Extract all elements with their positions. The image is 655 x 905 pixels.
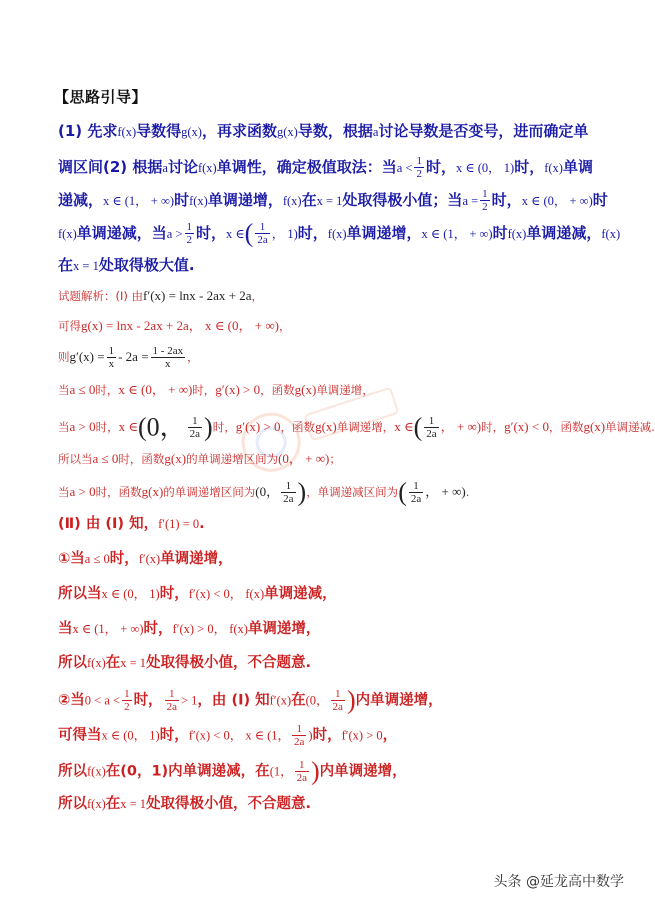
fraction [185, 221, 195, 246]
math: a < [396, 161, 413, 175]
numerator: 1 [295, 759, 309, 772]
text: 时， [196, 224, 227, 242]
numerator: 1 [188, 415, 202, 428]
solution-line-6 [58, 449, 341, 469]
text: 单调递增， [316, 383, 374, 397]
text: 则 [58, 350, 70, 364]
part2-line-8 [58, 756, 407, 786]
analysis-line-5 [58, 255, 195, 276]
author-footer: 头条 @延龙高中数学 [493, 874, 624, 890]
math: g(x) [141, 484, 164, 499]
math: f′(x) = lnx - 2ax + 2a [143, 288, 252, 303]
math: f(x) [87, 656, 106, 670]
analysis-line-2 [58, 155, 593, 180]
text: 讨论 [167, 158, 198, 176]
text: . [199, 516, 205, 532]
math: ) [308, 728, 313, 743]
numerator: 1 [409, 480, 423, 493]
fraction [331, 688, 345, 713]
text: 单调递增， [207, 191, 283, 209]
denominator: 2a [166, 701, 177, 713]
denominator: 2a [189, 428, 201, 440]
text: ，函数 [260, 383, 295, 397]
math: x ∈ (1， + ∞) [72, 622, 144, 636]
denominator: 2a [257, 234, 268, 246]
math: x ∈ (1， + ∞) [421, 227, 493, 241]
denominator: 2a [283, 493, 294, 505]
denominator: 2 [416, 168, 422, 180]
text: 递减， [58, 191, 104, 209]
math: x ∈ (0， + ∞) [118, 382, 193, 397]
math: g(x) [181, 125, 202, 139]
fraction [281, 480, 295, 505]
text: 在 [301, 191, 317, 209]
text: 导数得 [136, 122, 182, 140]
fraction [295, 759, 309, 784]
numerator: 1 [281, 480, 295, 493]
numerator: 1 [292, 723, 306, 736]
math: > 1 [180, 693, 198, 708]
fraction [165, 688, 179, 713]
numerator: 1 [416, 155, 422, 167]
text: 处取得极小值，不合题意. [146, 796, 312, 812]
math: a > 0 [69, 484, 96, 499]
text: 时， [159, 727, 189, 744]
text: 在 [291, 692, 306, 709]
math: x ∈ [118, 419, 138, 434]
text: ， [251, 289, 264, 303]
left-paren: ( [413, 412, 423, 442]
math: f(x) [544, 161, 563, 175]
text: 在 [58, 256, 74, 274]
text: ； [329, 452, 341, 466]
text: 的单调递增区间为 [163, 485, 256, 499]
math: g(x) [164, 451, 187, 466]
text: ，函数 [548, 420, 584, 434]
left-paren: (0， [137, 412, 186, 442]
text: 时， [491, 191, 522, 209]
text: 在 [105, 655, 121, 671]
text: . [465, 485, 470, 499]
math: f(x) [87, 797, 106, 811]
text: 可得 [58, 319, 81, 333]
text: 时 [592, 191, 608, 209]
numerator: 1 [255, 221, 269, 234]
text: 时， [514, 158, 545, 176]
text: 可得当 [58, 727, 102, 744]
math: g(x) = lnx - 2ax + 2a， x ∈ (0， + ∞) [81, 318, 279, 333]
right-paren: ) [297, 477, 307, 507]
math: g′(x) < 0 [504, 419, 549, 434]
numerator: 1 [331, 688, 345, 701]
left-paren: ( [244, 218, 254, 248]
math: (1， [269, 764, 293, 779]
text: 时，函数 [95, 485, 142, 499]
math: x ∈ [394, 419, 414, 434]
text: 时， [133, 692, 163, 709]
denominator: 2a [426, 428, 437, 440]
text: 在(0，1)内单调递减，在 [105, 763, 270, 780]
math: f′(x) [269, 693, 292, 708]
math: x = 1 [316, 194, 343, 208]
math: f(x) [282, 194, 302, 208]
text: (Ⅱ) 由 (Ⅰ) 知， [58, 516, 159, 532]
solution-line-5 [58, 412, 655, 442]
math: g(x) [294, 382, 317, 397]
text: 单调递增， [336, 420, 395, 434]
numerator: 1 [108, 345, 115, 357]
math: f′(x) < 0， x ∈ (1， [188, 728, 291, 743]
right-paren: ) [346, 685, 356, 715]
denominator: 2a [410, 493, 422, 505]
text: 时， [109, 551, 139, 567]
math: - 2a = [118, 349, 149, 364]
numerator: 1 - 2ax [152, 345, 184, 357]
part2-line-3 [58, 584, 337, 604]
denominator: 2a [294, 736, 305, 748]
part2-line-5 [58, 653, 311, 673]
fraction [122, 688, 132, 713]
math: a [162, 161, 168, 175]
text: 所以 [58, 763, 87, 780]
denominator: 2 [482, 201, 488, 213]
math: a > 0 [69, 419, 96, 434]
text: ，再求函数 [201, 122, 277, 140]
math: f(x) [197, 161, 217, 175]
text: 单调递减， [526, 224, 602, 242]
text: 所以 [58, 655, 87, 671]
text: 当 [58, 485, 70, 499]
solution-line-3 [58, 345, 199, 370]
fraction [424, 415, 438, 440]
text: 单调递减，当 [76, 224, 167, 242]
text: 的单调递增区间为 [186, 452, 279, 466]
math: a = [462, 194, 479, 208]
text: 当 [58, 420, 70, 434]
text: ， [187, 350, 199, 364]
text: 在 [105, 796, 121, 812]
solution-line-7 [58, 477, 470, 507]
part2-line-7 [58, 723, 397, 748]
text: 时， [143, 621, 173, 637]
section-heading: 【思路引导】 [54, 88, 148, 106]
fraction [188, 415, 202, 440]
math: x ∈ (0， 1) [101, 728, 160, 743]
math: f(x) [601, 227, 621, 241]
math: ， + ∞) [440, 419, 482, 434]
solution-line-2 [58, 316, 290, 336]
math: ， + ∞) [425, 484, 466, 499]
analysis-line-3 [58, 188, 608, 213]
solution-line-1 [58, 286, 263, 306]
text: ， [382, 727, 398, 744]
text: (1) 先求 [58, 122, 118, 140]
math: f(x) [58, 227, 77, 241]
text: 时 [492, 224, 508, 242]
numerator: 1 [186, 221, 192, 233]
math: f(x) [507, 227, 527, 241]
text: 单调 [562, 158, 593, 176]
fraction [151, 345, 186, 370]
text: 当 [58, 621, 73, 637]
left-paren: ( [398, 477, 407, 507]
math: ， 1) [271, 227, 298, 241]
text: 时， [481, 420, 505, 434]
math: a ≤ 0 [84, 552, 110, 566]
math: (0， [255, 484, 280, 499]
fraction [409, 480, 423, 505]
text: 单调递减， [264, 586, 337, 602]
text: 时， [425, 158, 456, 176]
right-paren: ) [311, 756, 320, 786]
math: a > [166, 227, 183, 241]
math: g′(x) > 0 [235, 419, 281, 434]
math: g(x) [315, 419, 337, 434]
math: x ∈ (0， 1) [101, 587, 160, 601]
text: ， [278, 319, 291, 333]
math: x ∈ (1， + ∞) [103, 194, 175, 208]
text: 导数，根据 [297, 122, 373, 140]
right-paren: ) [204, 412, 213, 442]
math: x ∈ (0， + ∞) [521, 194, 593, 208]
numerator: 1 [165, 688, 179, 701]
math: x = 1 [120, 656, 147, 670]
numerator: 1 [424, 415, 438, 428]
math: f(x) [87, 764, 106, 779]
math: x ∈ [226, 227, 245, 241]
text: 调区间(2) 根据 [58, 158, 163, 176]
math: f′(x) > 0 [341, 728, 383, 743]
denominator: 2 [124, 701, 130, 713]
text: 时， [95, 383, 119, 397]
part2-line-4 [58, 619, 320, 639]
analysis-line-1 [58, 121, 588, 142]
text: 讨论导数是否变号，进而确定单 [378, 122, 589, 140]
math: (0， + ∞) [278, 451, 330, 466]
math: g(x) [583, 419, 606, 434]
math: g′(x) = [69, 349, 105, 364]
text: 单调递增， [346, 224, 422, 242]
denominator: 2 [186, 234, 192, 246]
math: g′(x) > 0 [215, 382, 261, 397]
text: 单调递减. [605, 420, 655, 434]
text: 处取得极大值. [98, 256, 195, 274]
math: f′(x) [138, 552, 161, 566]
text: ①当 [58, 551, 85, 567]
fraction [107, 345, 117, 370]
text: ，单调递减区间为 [306, 485, 399, 499]
numerator: 1 [124, 688, 130, 700]
text: 时 [174, 191, 190, 209]
part2-line-1 [58, 514, 205, 534]
fraction [480, 188, 490, 213]
text: ，函数 [280, 420, 316, 434]
math: f(x) [117, 125, 137, 139]
math: 0 < a < [84, 693, 121, 708]
math: a ≤ 0 [92, 451, 119, 466]
text: 试题解析：(Ⅰ) 由 [58, 289, 144, 303]
analysis-line-4 [58, 218, 621, 248]
math: f′(x) < 0， f(x) [188, 587, 265, 601]
text: ，由 (Ⅰ) 知 [197, 692, 270, 709]
text: 处取得极小值，不合题意. [146, 655, 312, 671]
part2-line-6 [58, 685, 443, 715]
fraction [255, 221, 269, 246]
math: f′(1) = 0 [158, 517, 200, 531]
math: f′(x) > 0， f(x) [172, 622, 248, 636]
text: 内单调递增， [319, 763, 407, 780]
math: f(x) [327, 227, 347, 241]
text: 单调递增， [247, 621, 321, 637]
math: x = 1 [73, 259, 99, 273]
numerator: 1 [482, 188, 488, 200]
math: x = 1 [120, 797, 147, 811]
math: x ∈ (0， 1) [455, 161, 515, 175]
fraction [292, 723, 306, 748]
text: 时，函数 [118, 452, 165, 466]
text: 时， [192, 383, 216, 397]
solution-line-4 [58, 380, 374, 400]
math: a ≤ 0 [69, 382, 96, 397]
text: 当 [58, 383, 70, 397]
text: 时， [159, 586, 189, 602]
part2-line-9 [58, 794, 311, 814]
text: 单调性，确定极值取法：当 [216, 158, 397, 176]
text: 时， [312, 727, 342, 744]
text: 所以当 [58, 586, 102, 602]
text: 时， [212, 420, 236, 434]
denominator: 2a [296, 772, 307, 784]
text: 时， [297, 224, 328, 242]
math: a [372, 125, 379, 139]
math: f(x) [189, 194, 208, 208]
fraction [414, 155, 424, 180]
text: ②当 [58, 692, 85, 709]
text: 单调递增， [160, 551, 233, 567]
math: (0， [305, 693, 329, 708]
text: 所以当 [58, 452, 93, 466]
text: 时， [95, 420, 119, 434]
text: 所以 [58, 796, 87, 812]
denominator: x [108, 358, 115, 370]
denominator: 2a [332, 701, 343, 713]
text: 内单调递增， [355, 692, 443, 709]
part2-line-2 [58, 549, 233, 569]
text: 处取得极小值；当 [342, 191, 463, 209]
math: g(x) [276, 125, 298, 139]
denominator: x [165, 358, 171, 370]
